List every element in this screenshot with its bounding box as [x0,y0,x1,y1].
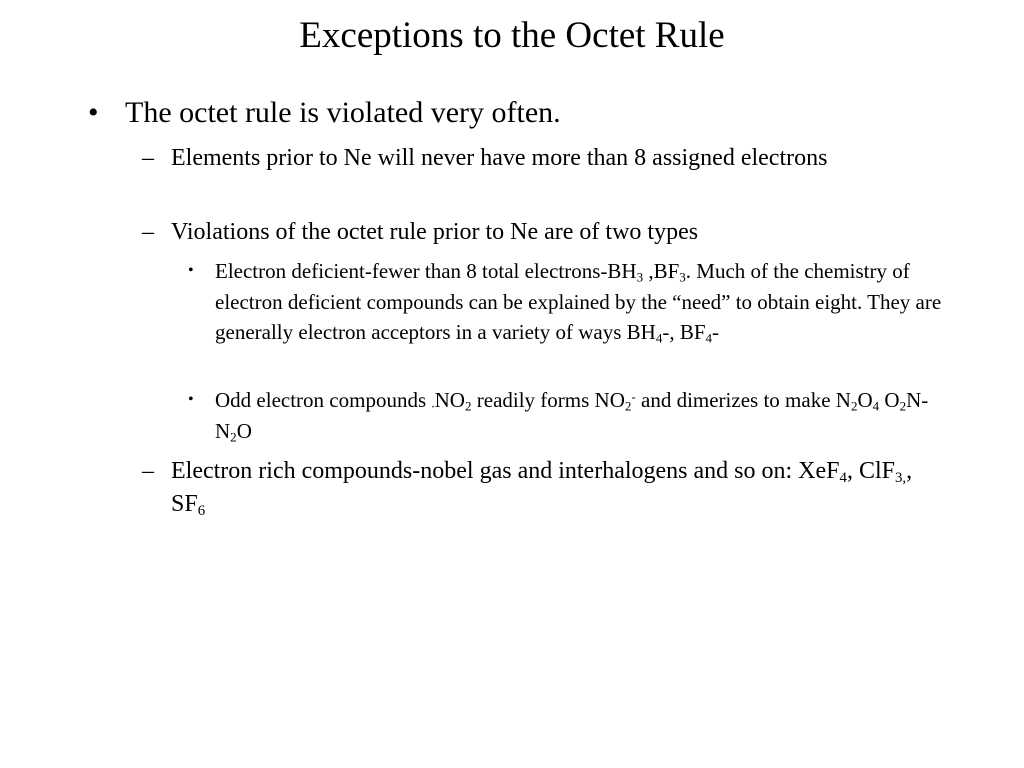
subpoint-text: Violations of the octet rule prior to Ne are of two types [171,219,699,245]
bullet-marker: • [188,391,194,408]
slide-title: Exceptions to the Octet Rule [299,15,725,56]
dash-marker: – [142,219,154,245]
bullet-text: The octet rule is violated very often. [125,96,561,129]
dash-marker: – [142,458,154,484]
subpoint-text: Elements prior to Ne will never have more than 8 assigned electrons [171,145,828,171]
item-text: Electron deficient-fewer than 8 total electrons-$BH_3$ $,BF_3$. Much of the chemistry of electron deficient compounds can be explained by the “need” to obtain eight. They are generally electron acceptors in a variety of ways $BH_4-$, $BF_4-$ [215,259,942,346]
subpoint-text: Electron rich compounds-nobel gas and interhalogens and so on: XeF$_4$, ClF$_{3,}$, $SF_6$ [171,458,913,520]
dash-marker: – [142,145,154,171]
bullet-marker: • [88,96,99,129]
bullet-marker: • [188,262,194,279]
item-text: Odd electron compounds $^.NO_2$ readily forms $NO_2^-$ and dimerizes to make $N_2O_4$ $O_2N-N_2O$ [215,388,929,445]
